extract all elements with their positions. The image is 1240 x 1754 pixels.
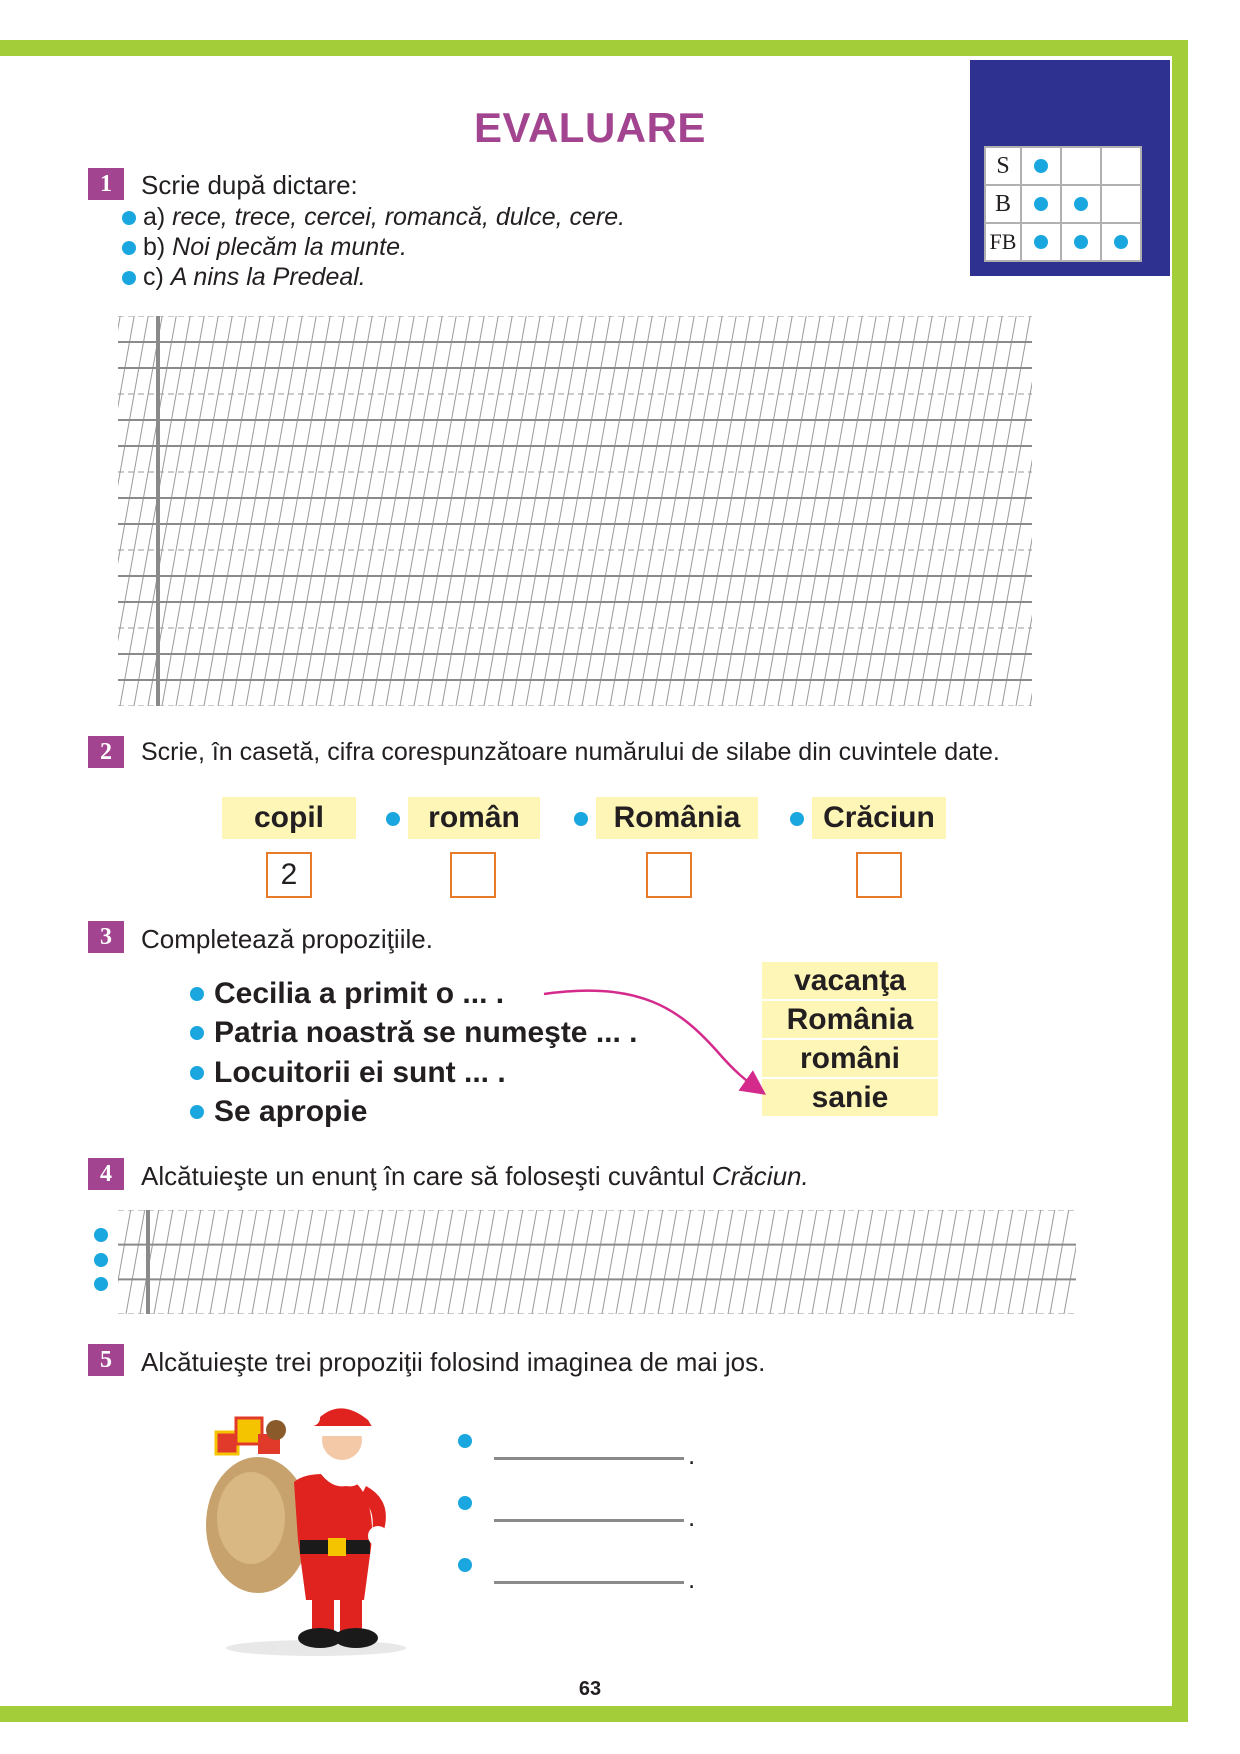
syllable-box[interactable]: 2 xyxy=(266,852,312,898)
page-number: 63 xyxy=(578,1678,602,1700)
score-grid xyxy=(984,146,1142,262)
syllable-box[interactable] xyxy=(450,852,496,898)
score-row xyxy=(985,185,1141,223)
word-option[interactable]: sanie xyxy=(762,1079,938,1116)
word-option[interactable]: vacanţa xyxy=(762,962,938,999)
sentence: Cecilia a primit o ... . xyxy=(214,977,505,1010)
score-label: B xyxy=(985,185,1021,223)
bullet-icon xyxy=(790,812,804,826)
arrow-icon xyxy=(530,980,770,1100)
bullet-icon xyxy=(190,1066,204,1080)
score-dot xyxy=(1114,235,1128,249)
bullet-icon xyxy=(122,271,136,285)
bullet-icon xyxy=(386,812,400,826)
exercise-instruction: Alcătuieşte un enunţ în care să foloseşti cuvântul Crăciun. xyxy=(141,1161,809,1191)
answer-line[interactable] xyxy=(494,1581,684,1584)
bullet-icon xyxy=(94,1277,108,1291)
answer-line[interactable] xyxy=(494,1519,684,1522)
dictation-item: b) Noi plecăm la munte. xyxy=(122,233,407,262)
sentence: Se apropie xyxy=(214,1095,368,1128)
bullet-icon xyxy=(458,1558,472,1572)
bullet-icon xyxy=(190,1026,204,1040)
dictation-item: a) rece, trece, cercei, romancă, dulce, cere. xyxy=(122,203,625,232)
exercise-number: 3 xyxy=(88,921,124,953)
bullet-icon xyxy=(458,1434,472,1448)
exercise-number: 2 xyxy=(88,736,124,768)
exercise-number: 4 xyxy=(88,1158,124,1190)
word-chip: copil xyxy=(222,797,356,839)
word-chip: România xyxy=(596,797,758,839)
score-dot xyxy=(1074,197,1088,211)
score-dot xyxy=(1034,159,1048,173)
sentence-end: . xyxy=(688,1564,696,1594)
bullet-icon xyxy=(458,1496,472,1510)
sentence: Patria noastră se numeşte ... . xyxy=(214,1016,638,1049)
score-row xyxy=(985,223,1141,261)
bullet-icon xyxy=(190,987,204,1001)
frame-bottom xyxy=(0,1706,1188,1722)
bullet-icon xyxy=(190,1105,204,1119)
writing-lines[interactable] xyxy=(118,1210,1076,1314)
bullet-icon xyxy=(122,241,136,255)
page-title: EVALUARE xyxy=(474,104,706,151)
word-option[interactable]: România xyxy=(762,1001,938,1038)
score-dot xyxy=(1074,235,1088,249)
syllable-box[interactable] xyxy=(856,852,902,898)
sentence-end: . xyxy=(688,1440,696,1470)
exercise-instruction: Scrie după dictare: xyxy=(141,170,358,200)
exercise-number: 1 xyxy=(88,168,124,200)
exercise-number: 5 xyxy=(88,1344,124,1376)
word-chip: român xyxy=(408,797,540,839)
score-label: S xyxy=(985,147,1021,185)
writing-lines[interactable] xyxy=(118,316,1032,706)
score-dot xyxy=(1034,235,1048,249)
exercise-instruction: Completează propoziţiile. xyxy=(141,924,433,954)
bullet-icon xyxy=(94,1253,108,1267)
score-label: FB xyxy=(985,223,1021,261)
answer-line[interactable] xyxy=(494,1457,684,1460)
sentence: Locuitorii ei sunt ... . xyxy=(214,1056,506,1089)
syllable-box[interactable] xyxy=(646,852,692,898)
score-dot xyxy=(1034,197,1048,211)
bullet-icon xyxy=(94,1228,108,1242)
keyword: Crăciun. xyxy=(711,1161,809,1191)
frame-top xyxy=(0,40,1188,56)
sentence-end: . xyxy=(688,1502,696,1532)
dictation-item: c) A nins la Predeal. xyxy=(122,263,366,292)
exercise-instruction: Alcătuieşte trei propoziţii folosind imaginea de mai jos. xyxy=(141,1347,766,1377)
bullet-icon xyxy=(574,812,588,826)
word-option[interactable]: români xyxy=(762,1040,938,1077)
word-chip: Crăciun xyxy=(812,797,946,839)
frame-right xyxy=(1172,40,1188,1722)
exercise-instruction: Scrie, în casetă, cifra corespunzătoare numărului de silabe din cuvintele date. xyxy=(141,738,1000,766)
santa-claus-illustration xyxy=(196,1390,420,1660)
score-row xyxy=(985,147,1141,185)
bullet-icon xyxy=(122,211,136,225)
